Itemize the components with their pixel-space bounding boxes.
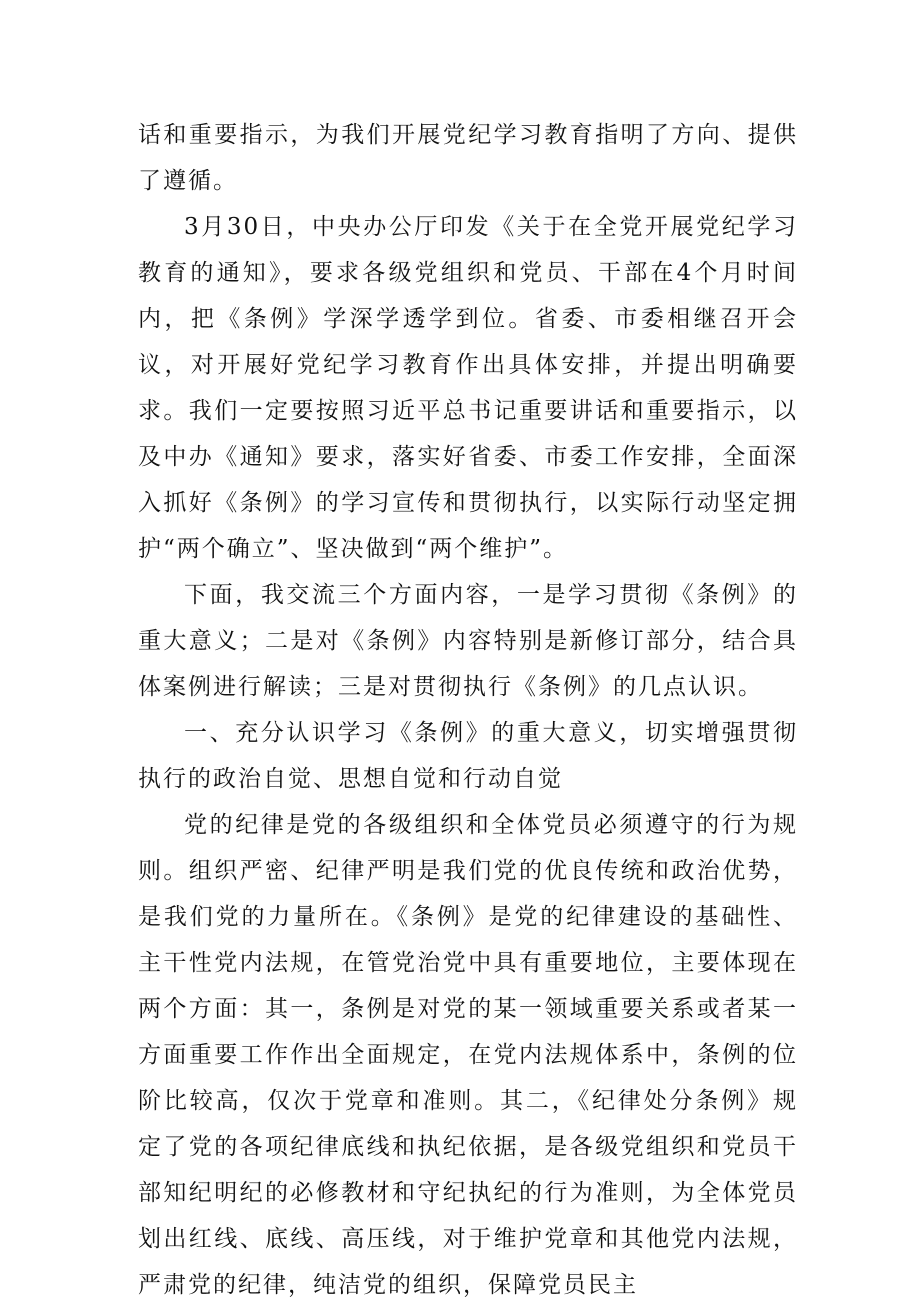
section-heading-one: 一、充分认识学习《条例》的重大意义，切实增强贯彻执行的政治自觉、思想自觉和行动自觉	[138, 720, 798, 792]
document-body	[138, 112, 798, 1308]
paragraph-outline: 下面，我交流三个方面内容，一是学习贯彻《条例》的重大意义；二是对《条例》内容特别是新修订部分，结合具体案例进行解读；三是对贯彻执行《条例》的几点认识。	[138, 582, 798, 700]
paragraph-discipline: 党的纪律是党的各级组织和全体党员必须遵守的行为规则。组织严密、纪律严明是我们党的优良传统和政治优势，是我们党的力量所在。《条例》是党的纪律建设的基础性、主干性党内法规，在管党治党中具有重要地位，主要体现在两个方面：其一，条例是对党的某一领域重要关系或者某一方面重要工作作出全面规定，在党内法规体系中，条例的位阶比较高，仅次于党章和准则。其二，《纪律处分条例》规定了党的各项纪律底线和执纪依据，是各级党组织和党员干部知纪明纪的必修教材和守纪执纪的行为准则，为全体党员划出红线、底线、高压线，对于维护党章和其他党内法规，严肃党的纪律，纯洁党的组织，保障党员民主	[138, 812, 798, 1298]
paragraph-continued: 话和重要指示，为我们开展党纪学习教育指明了方向、提供了遵循。	[138, 122, 798, 194]
paragraph-notice: 3月30日，中央办公厅印发《关于在全党开展党纪学习教育的通知》，要求各级党组织和党员、干部在4个月时间内，把《条例》学深学透学到位。省委、市委相继召开会议，对开展好党纪学习教育作出具体安排，并提出明确要求。我们一定要按照习近平总书记重要讲话和重要指示，以及中办《通知》要求，落实好省委、市委工作安排，全面深入抓好《条例》的学习宣传和贯彻执行，以实际行动坚定拥护“两个确立”、坚决做到“两个维护”。	[138, 214, 798, 562]
